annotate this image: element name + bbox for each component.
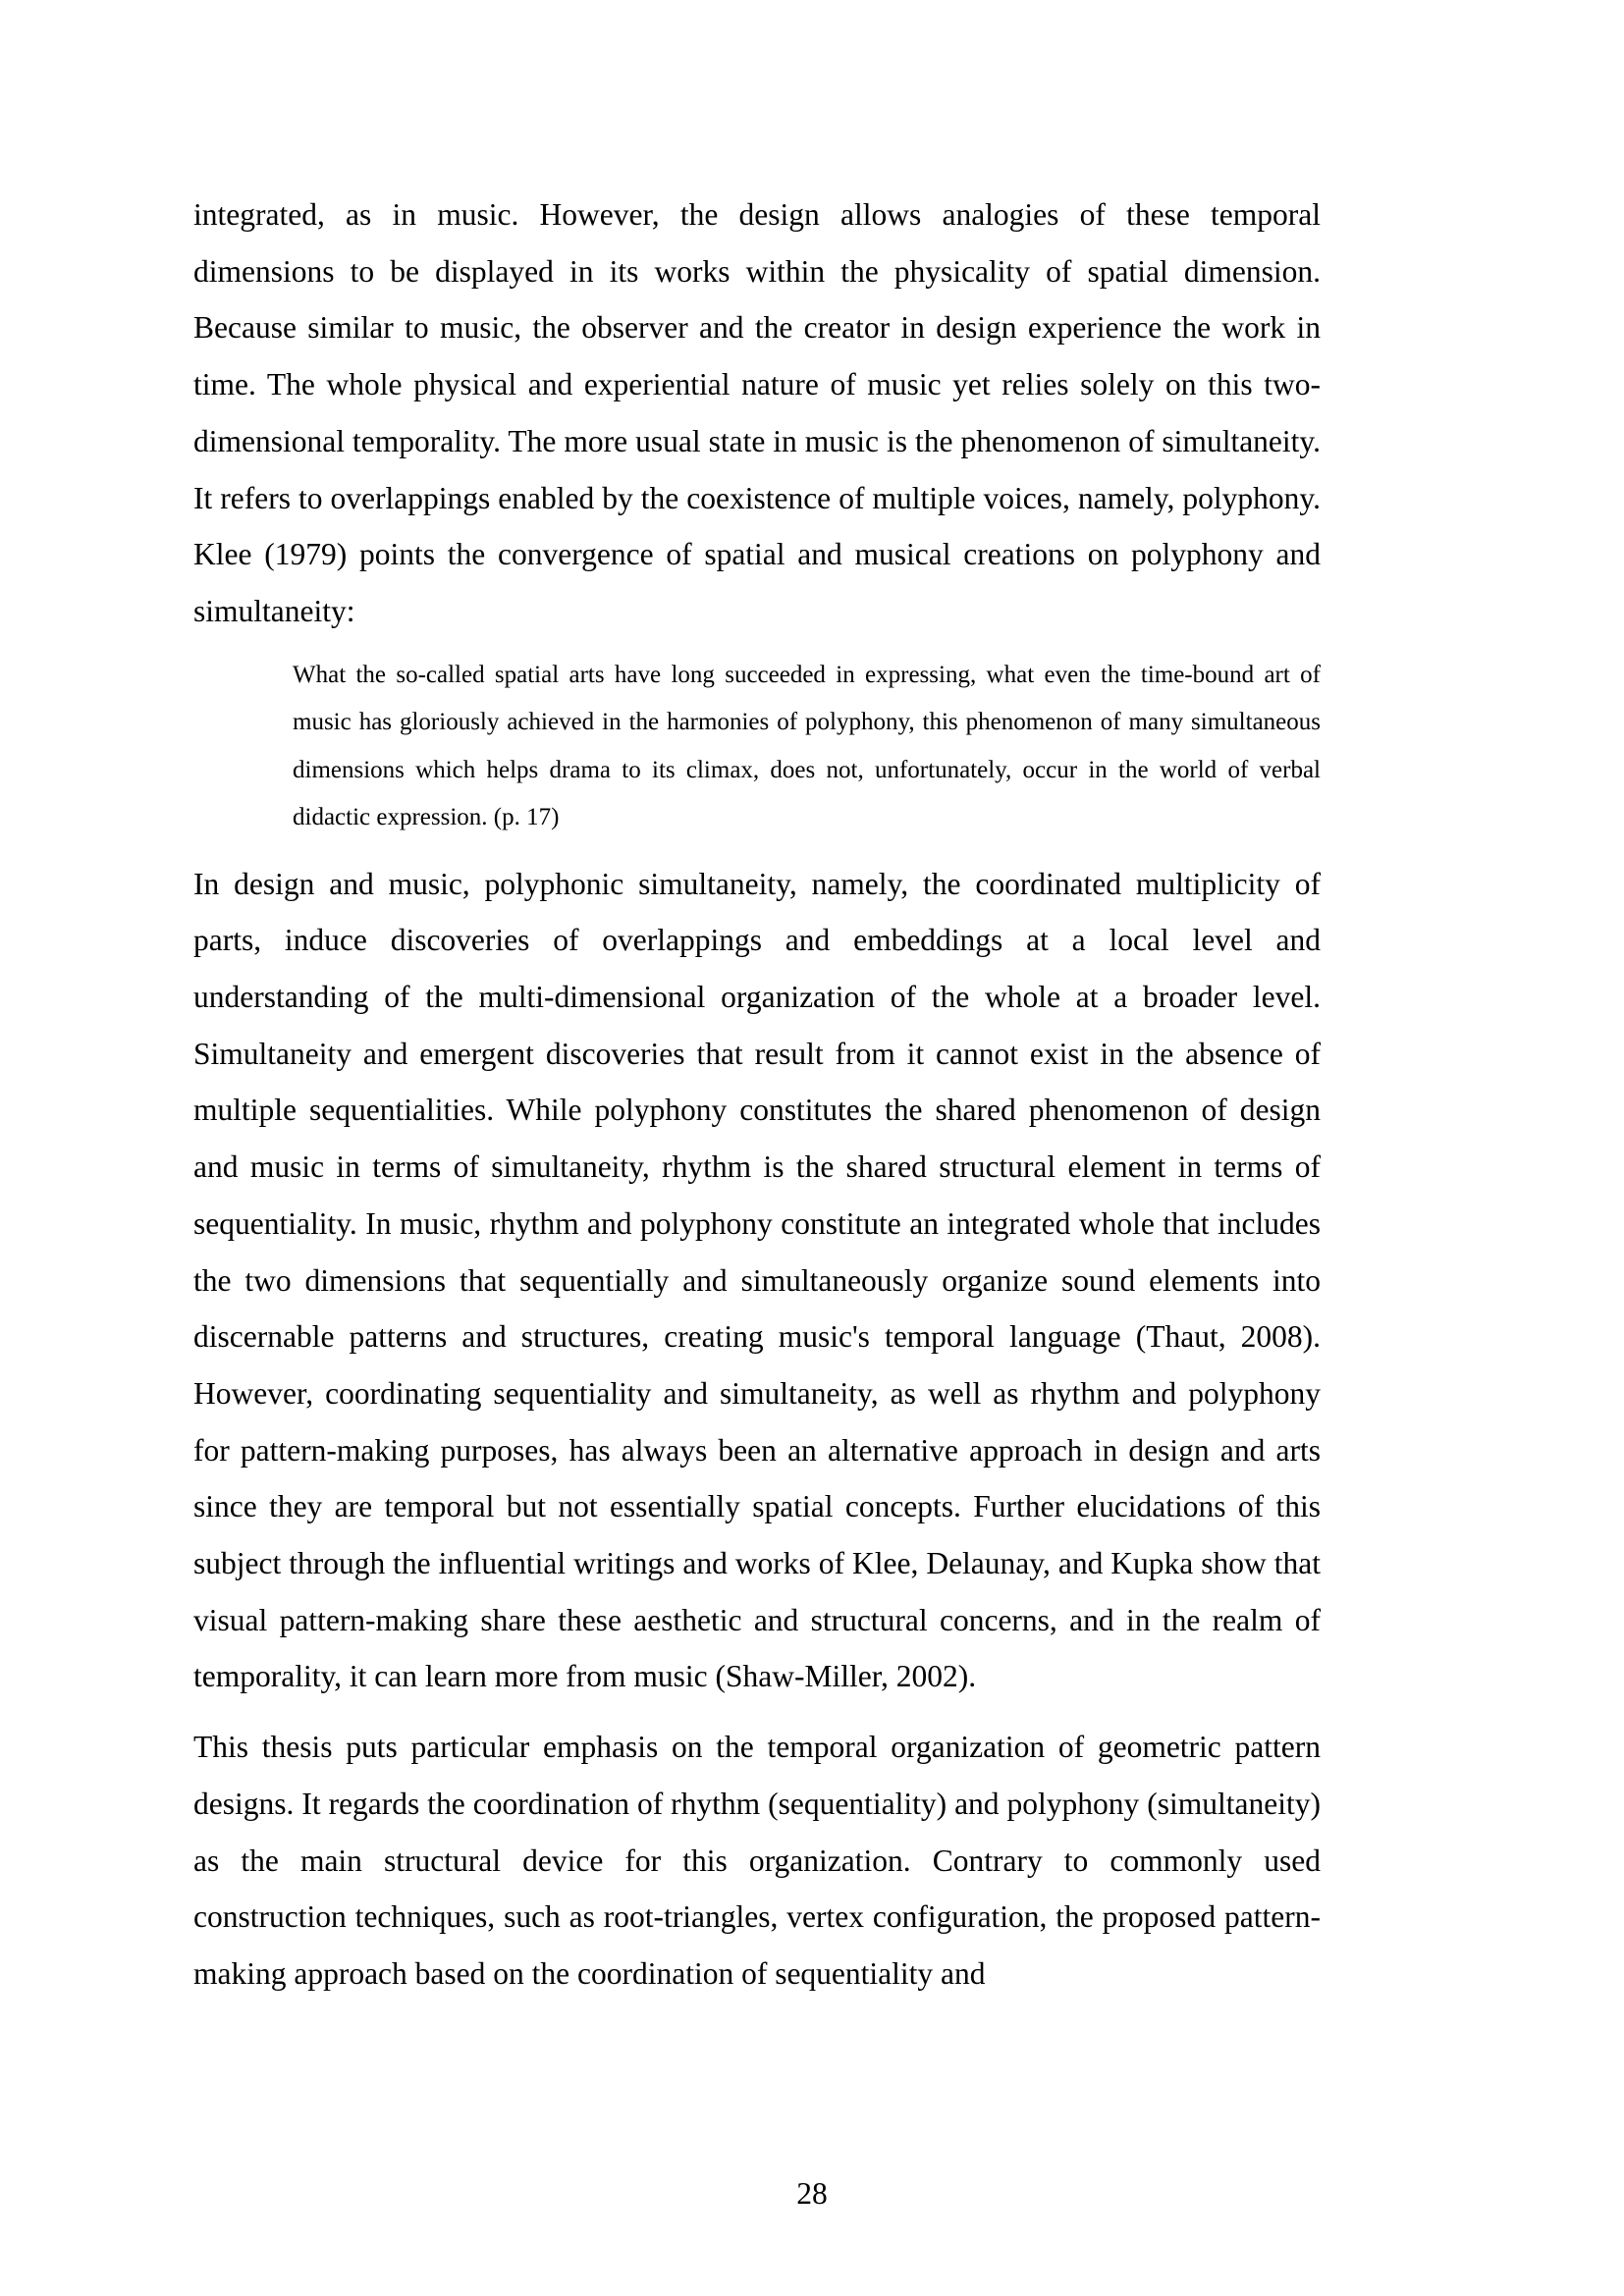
paragraph-polyphony-simultaneity-intro: integrated, as in music. However, the design allows analogies of these temporal dimensions to be displayed in its works within the physicality of spatial dimension. Because similar to music, the observer and the creator in design experience the work in time. The whole physical and experiential nature of music yet relies solely on this two-dimensional temporality. The more usual state in music is the phenomenon of simultaneity. It refers to overlappings enabled by the coexistence of multiple voices, namely, polyphony. Klee (1979) points the convergence of spatial and musical creations on polyphony and simultaneity:: [193, 197, 1321, 628]
block-quote-klee: What the so-called spatial arts have long succeeded in expressing, what even the time-bound art of music has gloriously achieved in the harmonies of polyphony, this phenomenon of many simultaneous dimensions which helps drama to its climax, does not, unfortunately, occur in the world of verbal didactic expression. (p. 17): [293, 661, 1321, 831]
paragraph-rhythm-and-polyphony: In design and music, polyphonic simultaneity, namely, the coordinated multiplicity of parts, induce discoveries of overlappings and embeddings at a local level and understanding of the multi-dimensional organization of the whole at a broader level. Simultaneity and emergent discoveries that result from it cannot exist in the absence of multiple sequentialities. While polyphony constitutes the shared phenomenon of design and music in terms of simultaneity, rhythm is the shared structural element in terms of sequentiality. In music, rhythm and polyphony constitute an integrated whole that includes the two dimensions that sequentially and simultaneously organize sound elements into discernable patterns and structures, creating music's temporal language (Thaut, 2008). However, coordinating sequentiality and simultaneity, as well as rhythm and polyphony for pattern-making purposes, has always been an alternative approach in design and arts since they are temporal but not essentially spatial concepts. Further elucidations of this subject through the influential writings and works of Klee, Delaunay, and Kupka show that visual pattern-making share these aesthetic and structural concerns, and in the realm of temporality, it can learn more from music (Shaw-Miller, 2002).: [193, 866, 1321, 1694]
page-number: 28: [796, 2176, 828, 2211]
page-body: [193, 187, 1321, 2002]
paragraph-thesis-emphasis: This thesis puts particular emphasis on the temporal organization of geometric pattern designs. It regards the coordination of rhythm (sequentiality) and polyphony (simultaneity) as the main structural device for this organization. Contrary to commonly used construction techniques, such as root-triangles, vertex configuration, the proposed pattern-making approach based on the coordination of sequentiality and: [193, 1730, 1321, 1991]
